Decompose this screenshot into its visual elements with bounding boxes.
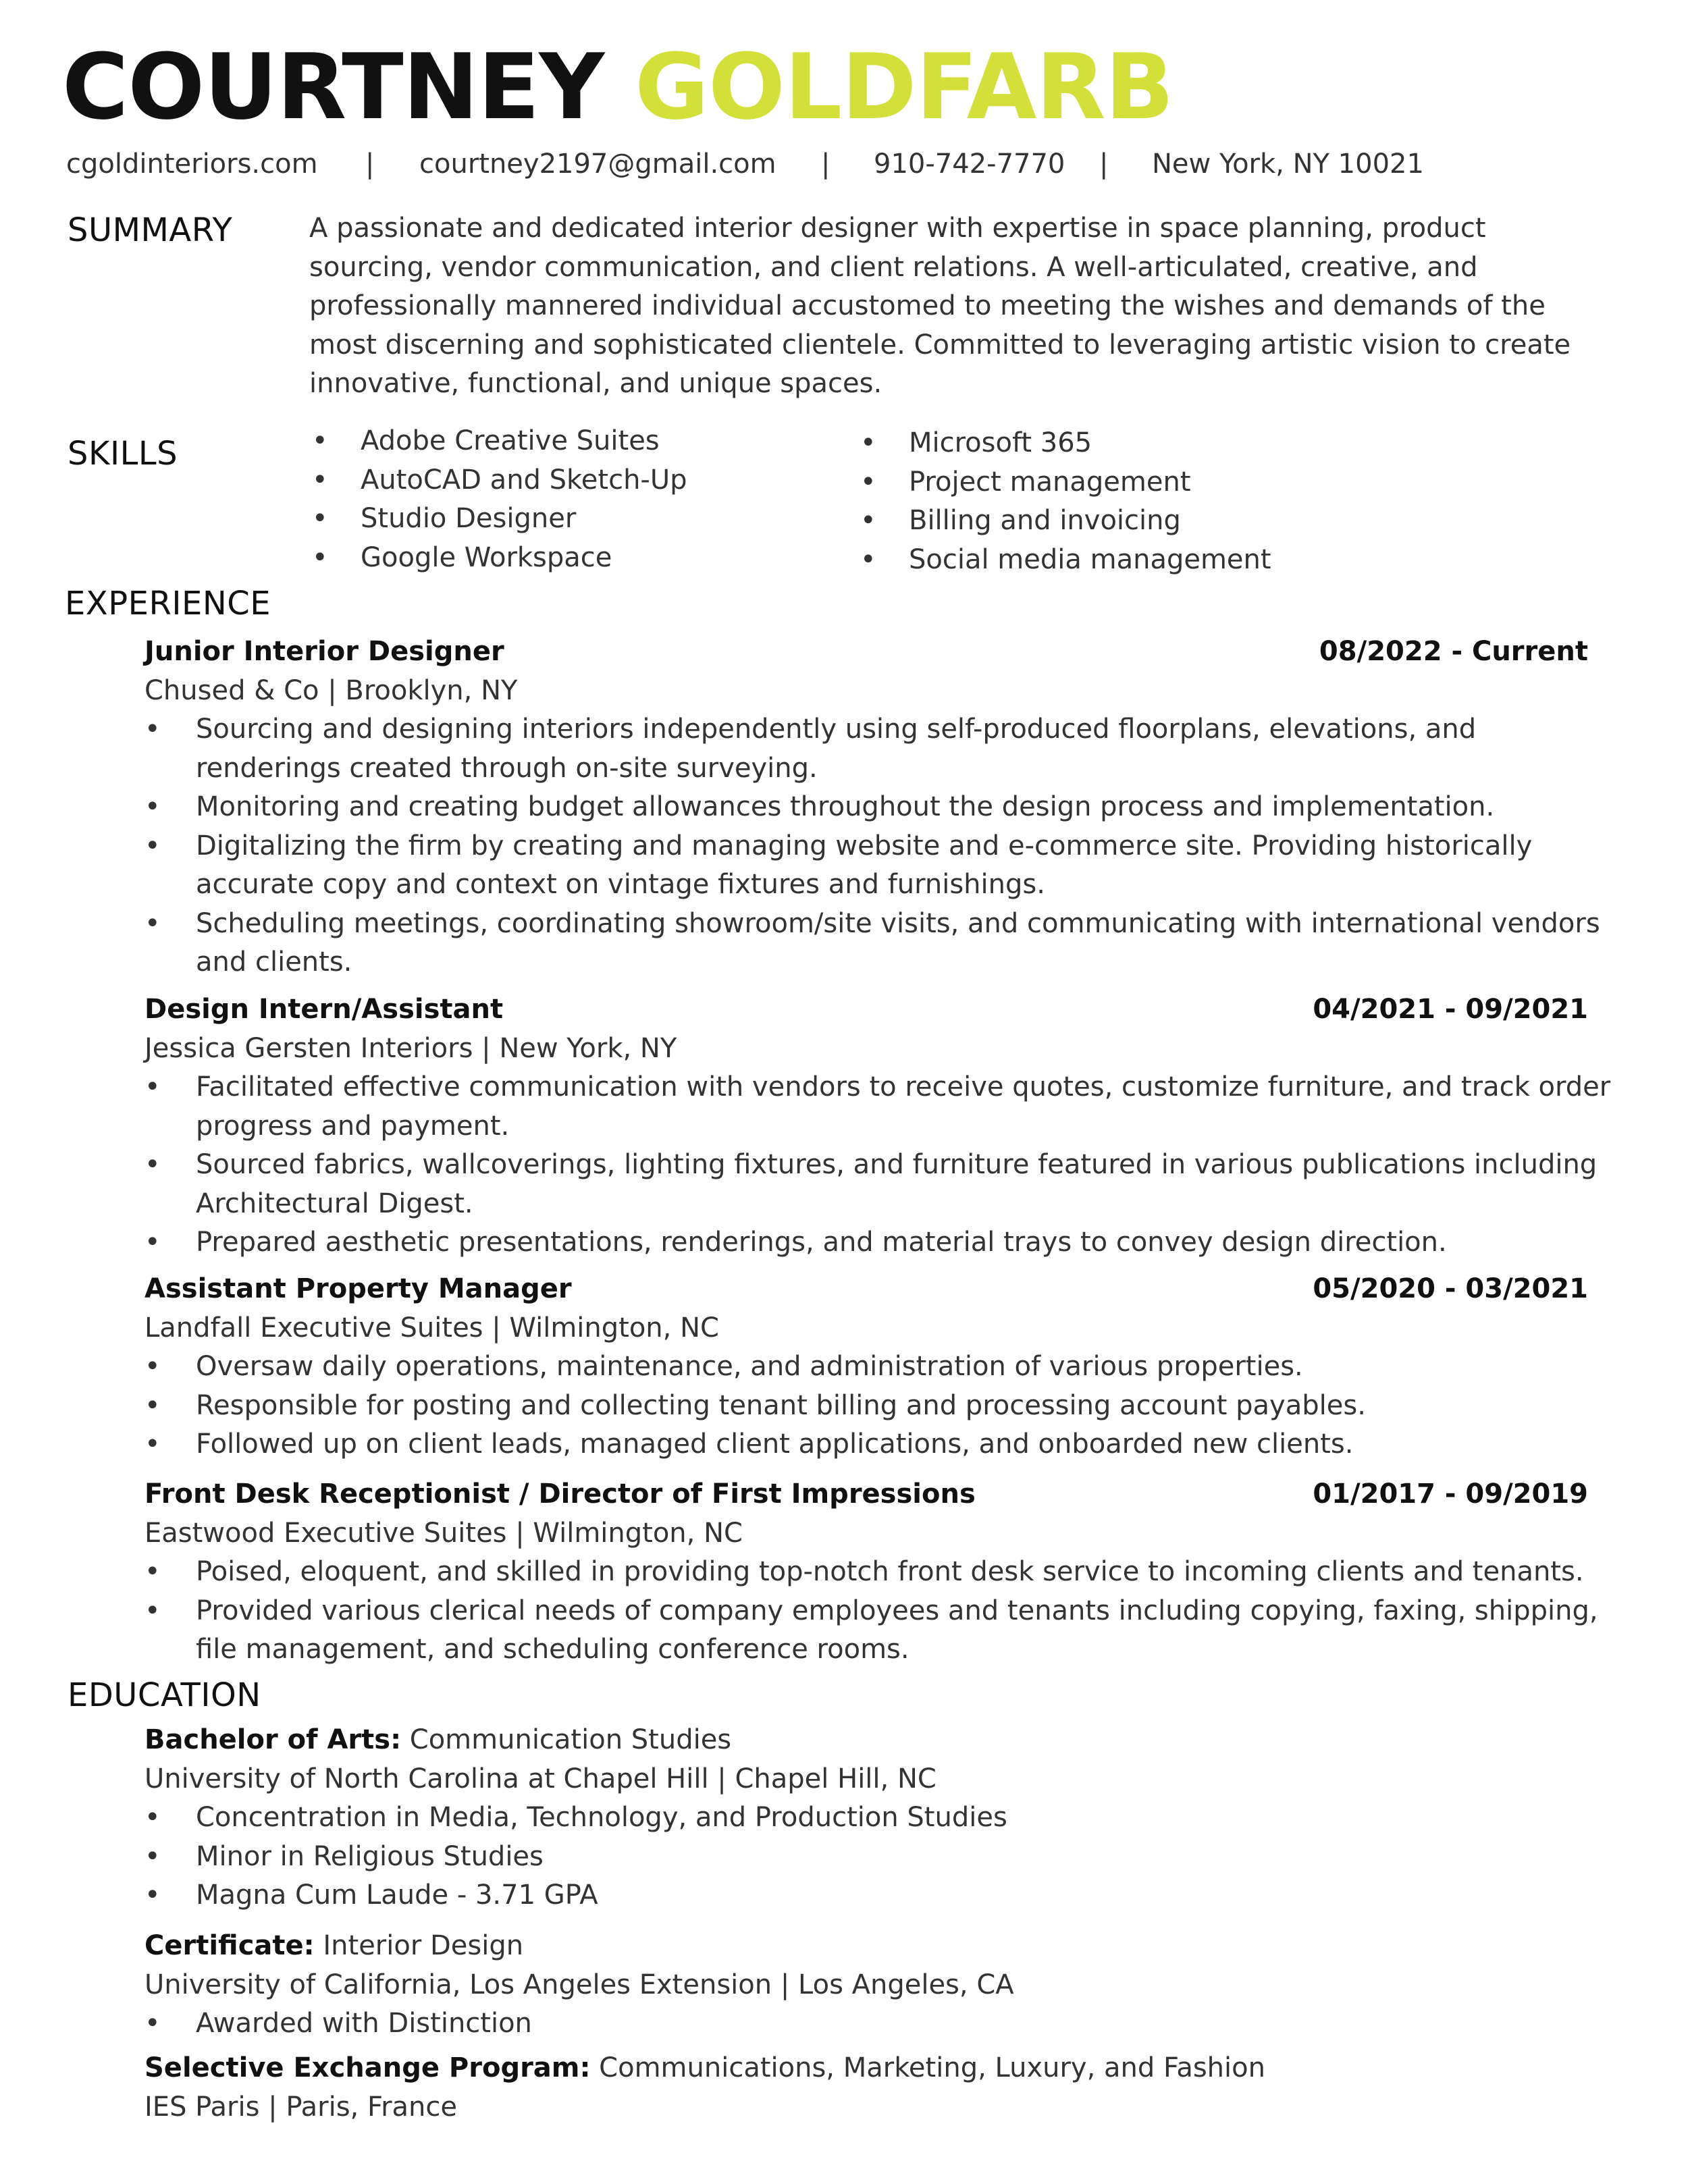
degree-line xyxy=(144,1720,1596,1759)
job-organization: Jessica Gersten Interiors | New York, NY xyxy=(144,1033,677,1064)
degree-field: Interior Design xyxy=(314,1930,524,1961)
job-dates: 04/2021 - 09/2021 xyxy=(1313,994,1588,1025)
job-title: Junior Interior Designer xyxy=(144,636,504,667)
summary-heading: SUMMARY xyxy=(68,211,233,249)
job-title: Design Intern/Assistant xyxy=(144,994,504,1025)
skill-label: Adobe Creative Suites xyxy=(361,425,660,456)
job-organization: Eastwood Executive Suites | Wilmington, NC xyxy=(144,1518,743,1549)
education-entry xyxy=(144,1720,1596,1915)
school-line: University of North Carolina at Chapel Hill | Chapel Hill, NC xyxy=(144,1763,937,1794)
bullet-icon: • xyxy=(144,907,161,939)
bullet-text: Oversaw daily operations, maintenance, and administration of various properties. xyxy=(196,1351,1303,1382)
education-heading: EDUCATION xyxy=(68,1676,261,1714)
bullet-text: Responsible for posting and collecting tenant billing and processing account payables. xyxy=(196,1389,1366,1421)
bullet-icon: • xyxy=(144,714,161,745)
job-dates: 01/2017 - 09/2019 xyxy=(1313,1479,1588,1510)
bullet-icon: • xyxy=(144,1071,161,1102)
bullet-icon: • xyxy=(144,1556,161,1587)
bullet-text: Digitalizing the firm by creating and managing website and e-commerce site. Providing historically accurate copy and context on vintage fixtures and furnishings. xyxy=(196,830,1533,900)
bullet-icon: • xyxy=(144,1389,161,1421)
bullet-text: Concentration in Media, Technology, and Production Studies xyxy=(196,1802,1007,1833)
bullet-icon: • xyxy=(144,1149,161,1180)
bullet-item xyxy=(144,1592,1620,1670)
degree-line xyxy=(144,1926,1596,1965)
bullet-item xyxy=(144,1223,1620,1262)
job-organization: Chused & Co | Brooklyn, NY xyxy=(144,675,518,706)
bullet-text: Provided various clerical needs of company employees and tenants including copying, faxing, shipping, file management, and scheduling conference rooms. xyxy=(196,1595,1598,1665)
contact-separator: | xyxy=(365,149,375,180)
job-entry xyxy=(144,1269,1596,1464)
job-header xyxy=(144,632,1596,671)
job-bullets xyxy=(144,1348,1596,1464)
job-bullets xyxy=(144,710,1600,982)
email-link[interactable]: courtney2197@gmail.com xyxy=(419,149,776,180)
degree-line xyxy=(144,2048,1596,2087)
bullet-text: Minor in Religious Studies xyxy=(196,1840,544,1872)
bullet-icon: • xyxy=(860,543,876,575)
location: New York, NY 10021 xyxy=(1152,149,1424,180)
summary-text: A passionate and dedicated interior designer with expertise in space planning, product sourcing, vendor communication, and client relations. A well-articulated, creative, and professionally mannered individual accustomed to meeting the wishes and demands of the most discerning and sophisticated clientele. Committed to leveraging artistic vision to create innovative, functional, and unique spaces. xyxy=(309,213,1571,399)
bullet-text: Prepared aesthetic presentations, renderings, and material trays to convey design direction. xyxy=(196,1227,1447,1258)
bullet-icon: • xyxy=(144,2008,161,2039)
degree-label: Bachelor of Arts: xyxy=(144,1724,402,1755)
bullet-icon: • xyxy=(860,427,876,458)
bullet-item xyxy=(144,1146,1620,1223)
education-bullets xyxy=(144,1799,1596,1915)
bullet-item xyxy=(144,1425,1620,1464)
bullet-item xyxy=(144,710,1620,788)
job-title: Front Desk Receptionist / Director of First Impressions xyxy=(144,1479,976,1510)
bullet-icon: • xyxy=(860,505,876,536)
skill-label: Billing and invoicing xyxy=(909,505,1181,536)
job-dates: 08/2022 - Current xyxy=(1319,636,1588,667)
job-header xyxy=(144,1474,1596,1514)
bullet-icon: • xyxy=(144,1880,161,1911)
job-title: Assistant Property Manager xyxy=(144,1273,572,1304)
degree-label: Selective Exchange Program: xyxy=(144,2052,591,2083)
bullet-text: Facilitated effective communication with vendors to receive quotes, customize furniture, and track order progress and payment. xyxy=(196,1071,1611,1142)
education-entry xyxy=(144,2048,1596,2127)
bullet-icon: • xyxy=(312,425,328,456)
bullet-item xyxy=(144,1799,1620,1838)
bullet-icon: • xyxy=(312,464,328,496)
skill-label: Google Workspace xyxy=(361,541,612,573)
bullet-icon: • xyxy=(144,1429,161,1460)
job-header xyxy=(144,990,1596,1029)
school-line: University of California, Los Angeles Extension | Los Angeles, CA xyxy=(144,1969,1014,2000)
bullet-text: Sourcing and designing interiors independently using self-produced floorplans, elevations, and renderings created through on-site surveying. xyxy=(196,714,1477,784)
bullet-item xyxy=(144,2004,1620,2044)
bullet-item xyxy=(144,827,1620,905)
skill-label: Project management xyxy=(909,466,1191,498)
education-bullets xyxy=(144,2004,1596,2044)
job-dates: 05/2020 - 03/2021 xyxy=(1313,1273,1588,1304)
website-link[interactable]: cgoldinteriors.com xyxy=(66,149,318,180)
bullet-text: Followed up on client leads, managed client applications, and onboarded new clients. xyxy=(196,1429,1354,1460)
bullet-item xyxy=(144,1553,1620,1592)
contact-separator: | xyxy=(1099,149,1109,180)
job-bullets xyxy=(144,1068,1611,1262)
bullet-text: Awarded with Distinction xyxy=(196,2008,532,2039)
first-name: COURTNEY xyxy=(62,34,604,140)
bullet-icon: • xyxy=(860,466,876,498)
skill-label: Studio Designer xyxy=(361,503,577,534)
bullet-text: Sourced fabrics, wallcoverings, lighting fixtures, and furniture featured in various publications including Architectural Digest. xyxy=(196,1149,1598,1219)
contact-separator: | xyxy=(821,149,830,180)
bullet-text: Monitoring and creating budget allowances throughout the design process and implementation. xyxy=(196,791,1495,822)
skill-label: Microsoft 365 xyxy=(909,427,1092,458)
bullet-text: Magna Cum Laude - 3.71 GPA xyxy=(196,1880,598,1911)
degree-field: Communications, Marketing, Luxury, and Fashion xyxy=(590,2052,1265,2083)
bullet-item xyxy=(144,1876,1620,1915)
bullet-item xyxy=(144,1348,1620,1387)
skill-label: AutoCAD and Sketch-Up xyxy=(361,464,687,496)
job-entry xyxy=(144,1474,1596,1670)
bullet-item xyxy=(144,1838,1620,1877)
bullet-item xyxy=(144,1387,1620,1426)
job-entry xyxy=(144,990,1611,1262)
bullet-icon: • xyxy=(144,1351,161,1382)
job-organization: Landfall Executive Suites | Wilmington, NC xyxy=(144,1312,719,1343)
bullet-item xyxy=(144,1068,1620,1146)
bullet-icon: • xyxy=(144,1802,161,1833)
degree-label: Certificate: xyxy=(144,1930,315,1961)
phone-number: 910-742-7770 xyxy=(874,149,1065,180)
experience-heading: EXPERIENCE xyxy=(65,585,271,622)
bullet-icon: • xyxy=(312,541,328,573)
bullet-text: Scheduling meetings, coordinating showroom/site visits, and communicating with international vendors and clients. xyxy=(196,907,1600,978)
last-name: GOLDFARB xyxy=(635,34,1173,140)
bullet-icon: • xyxy=(144,830,161,861)
bullet-item xyxy=(144,905,1620,982)
school-line: IES Paris | Paris, France xyxy=(144,2092,457,2123)
job-entry xyxy=(144,632,1600,982)
bullet-icon: • xyxy=(312,503,328,534)
bullet-icon: • xyxy=(144,791,161,822)
job-bullets xyxy=(144,1553,1596,1670)
bullet-icon: • xyxy=(144,1227,161,1258)
bullet-icon: • xyxy=(144,1840,161,1872)
resume-name xyxy=(62,34,1173,140)
bullet-text: Poised, eloquent, and skilled in providing top-notch front desk service to incoming clients and tenants. xyxy=(196,1556,1584,1587)
skill-label: Social media management xyxy=(909,543,1271,575)
degree-field: Communication Studies xyxy=(401,1724,732,1755)
job-header xyxy=(144,1269,1596,1308)
education-entry xyxy=(144,1926,1596,2044)
skills-heading: SKILLS xyxy=(68,435,178,473)
bullet-icon: • xyxy=(144,1595,161,1626)
bullet-item xyxy=(144,788,1620,827)
